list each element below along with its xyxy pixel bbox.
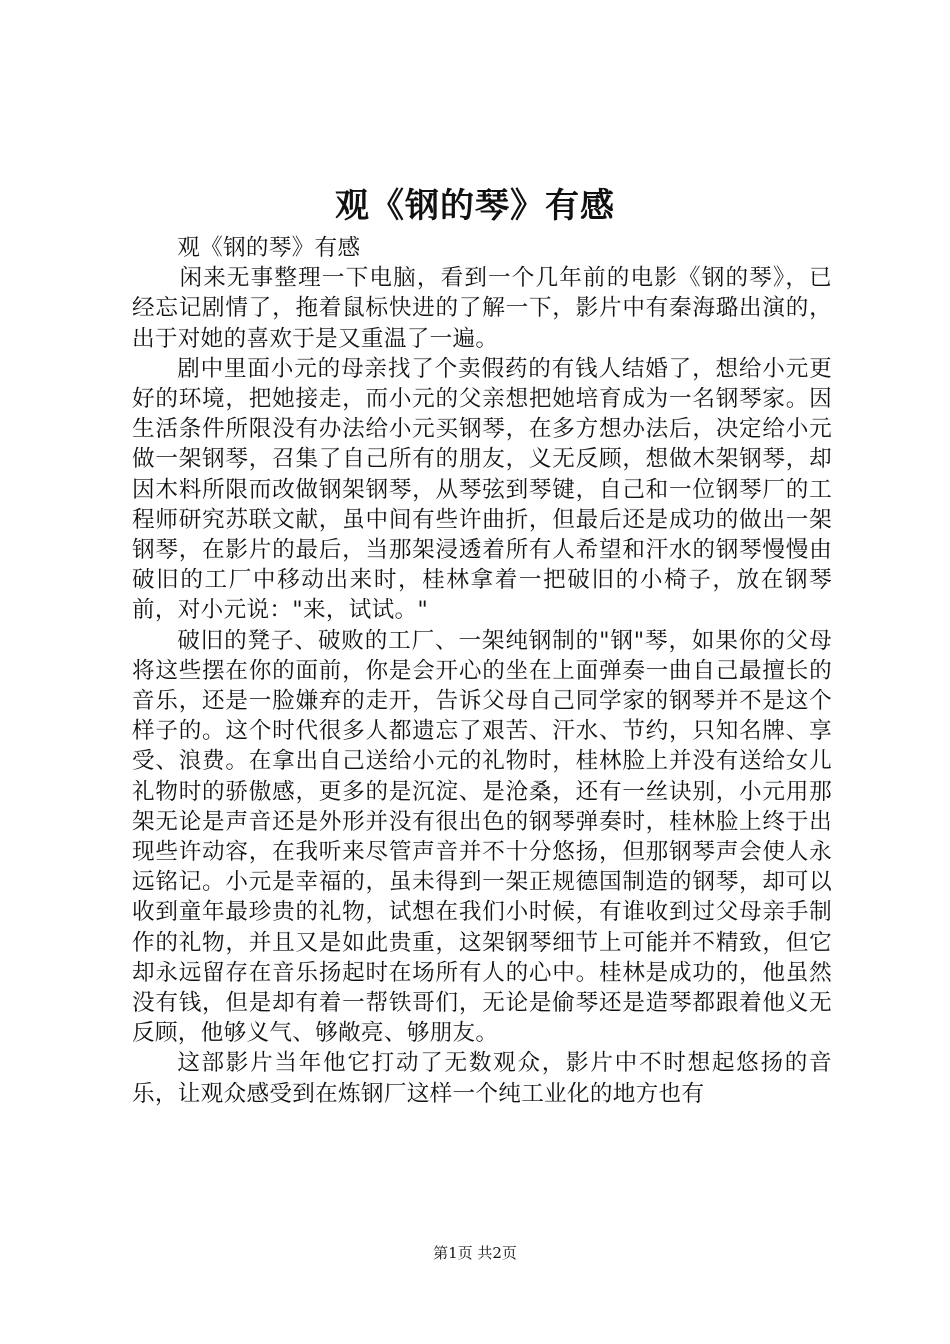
paragraph-3: 破旧的凳子、破败的工厂、一架纯钢制的"钢"琴，如果你的父母将这些摆在你的面前，你是会开心的坐在上面弹奏一曲自己最擅长的音乐，还是一脸嫌弃的走开，告诉父母自己同学家的钢琴并不是这个样子的。这个时代很多人都遗忘了艰苦、汗水、节约，只知名牌、享受、浪费。在拿出自己送给小元的礼物时，桂林脸上并没有送给女儿礼物时的骄傲感，更多的是沉淀、是沧桑，还有一丝诀别，小元用那架无论是声音还是外形并没有很出色的钢琴弹奏时，桂林脸上终于出现些许动容，在我听来尽管声音并不十分悠扬，但那钢琴声会使人永远铭记。小元是幸福的，虽未得到一架正规德国制造的钢琴，却可以收到童年最珍贵的礼物，试想在我们小时候，有谁收到过父母亲手制作的礼物，并且又是如此贵重，这架钢琴细节上可能并不精致，但它却永远留存在音乐扬起时在场所有人的心中。桂林是成功的，他虽然没有钱，但是却有着一帮铁哥们，无论是偷琴还是造琴都跟着他义无反顾，他够义气、够敞亮、够朋友。 [132, 627, 832, 1047]
subtitle-line: 观《钢的琴》有感 [177, 235, 361, 261]
page-footer: 第1页 共2页 [433, 1244, 517, 1262]
paragraph-1: 闲来无事整理一下电脑，看到一个几年前的电影《钢的琴》，已经忘记剧情了，拖着鼠标快进的了解一下，影片中有秦海璐出演的，出于对她的喜欢于是又重温了一遍。 [132, 265, 832, 352]
paragraph-4: 这部影片当年他它打动了无数观众，影片中不时想起悠扬的音乐，让观众感受到在炼钢厂这样一个纯工业化的地方也有 [132, 1050, 832, 1107]
document-body [132, 233, 832, 1109]
document-title: 观《钢的琴》有感 [335, 186, 615, 226]
paragraph-2: 剧中里面小元的母亲找了个卖假药的有钱人结婚了，想给小元更好的环境，把她接走，而小元的父亲想把她培育成为一名钢琴家。因生活条件所限没有办法给小元买钢琴，在多方想办法后，决定给小元做一架钢琴，召集了自己所有的朋友，义无反顾，想做木架钢琴，却因木料所限而改做钢架钢琴，从琴弦到琴键，自己和一位钢琴厂的工程师研究苏联文献，虽中间有些许曲折，但最后还是成功的做出一架钢琴，在影片的最后，当那架浸透着所有人希望和汗水的钢琴慢慢由破旧的工厂中移动出来时，桂林拿着一把破旧的小椅子，放在钢琴前，对小元说："来，试试。" [132, 355, 832, 624]
